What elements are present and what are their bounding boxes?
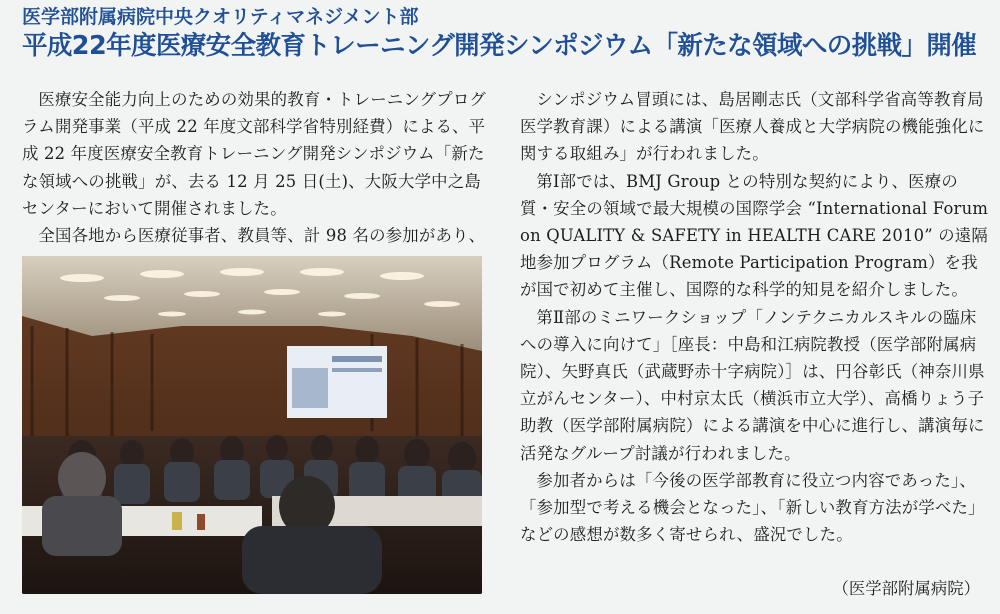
left-column bbox=[22, 86, 494, 249]
paragraph-opening-lecture: シンポジウム冒頭には、島居剛志氏（文部科学省高等教育局医学教育課）による講演「医療人養成と大学病院の機能強化に関する取組み」が行われました。 bbox=[520, 90, 985, 164]
paragraph-feedback: 参加者からは「今後の医学部教育に役立つ内容であった」、「参加型で考える機会となった」、「新しい教育方法が学べた」などの感想が数多く寄せられ、盛況でした。 bbox=[520, 470, 985, 545]
paragraph-part-one: 第Ⅰ部では、BMJ Group との特別な契約により、医療の質・安全の領域で最大規模の国際学会 “International Forum on QUALITY & SAFETY in HEALTH CARE 2010” の遠隔地参加プログラム（Remote Participation Program）を我が国で初めて主催し、国際的な科学的知見を紹介しました。 bbox=[520, 171, 989, 300]
paragraph-intro: 医療安全能力向上のための効果的教育・トレーニングプログラム開発事業（平成 22 年度文部科学省特別経費）による、平成 22 年度医療安全教育トレーニング開発シンポジウム「新たな領域への挑戦」が、去る 12 月 25 日(土)、大阪大学中之島センターにおいて開催されました。 bbox=[22, 90, 487, 218]
paragraph-part-two: 第Ⅱ部のミニワークショップ「ノンテクニカルスキルの臨床への導入に向けて」［座長：中島和江病院教授（医学部附属病院）、矢野真氏（武蔵野赤十字病院）］は、円谷彰氏（神奈川県立がんセンター）、中村京太氏（横浜市立大学）、高橋りょう子助教（医学部附属病院）による講演を中心に進行し、講演毎に活発なグループ討議が行われました。 bbox=[520, 307, 985, 463]
department-title: 医学部附属病院中央クオリティマネジメント部 bbox=[22, 6, 419, 28]
article-headline: 平成22年度医療安全教育トレーニング開発シンポジウム「新たな領域への挑戦」開催 bbox=[22, 31, 977, 61]
symposium-photo bbox=[22, 256, 482, 594]
article-credit: （医学部附属病院） bbox=[832, 579, 980, 598]
symposium-photo-image bbox=[22, 256, 482, 594]
right-column bbox=[520, 86, 990, 548]
article-header bbox=[22, 4, 992, 62]
paragraph-participants: 全国各地から医療従事者、教員等、計 98 名の参加があり、 bbox=[38, 226, 486, 246]
